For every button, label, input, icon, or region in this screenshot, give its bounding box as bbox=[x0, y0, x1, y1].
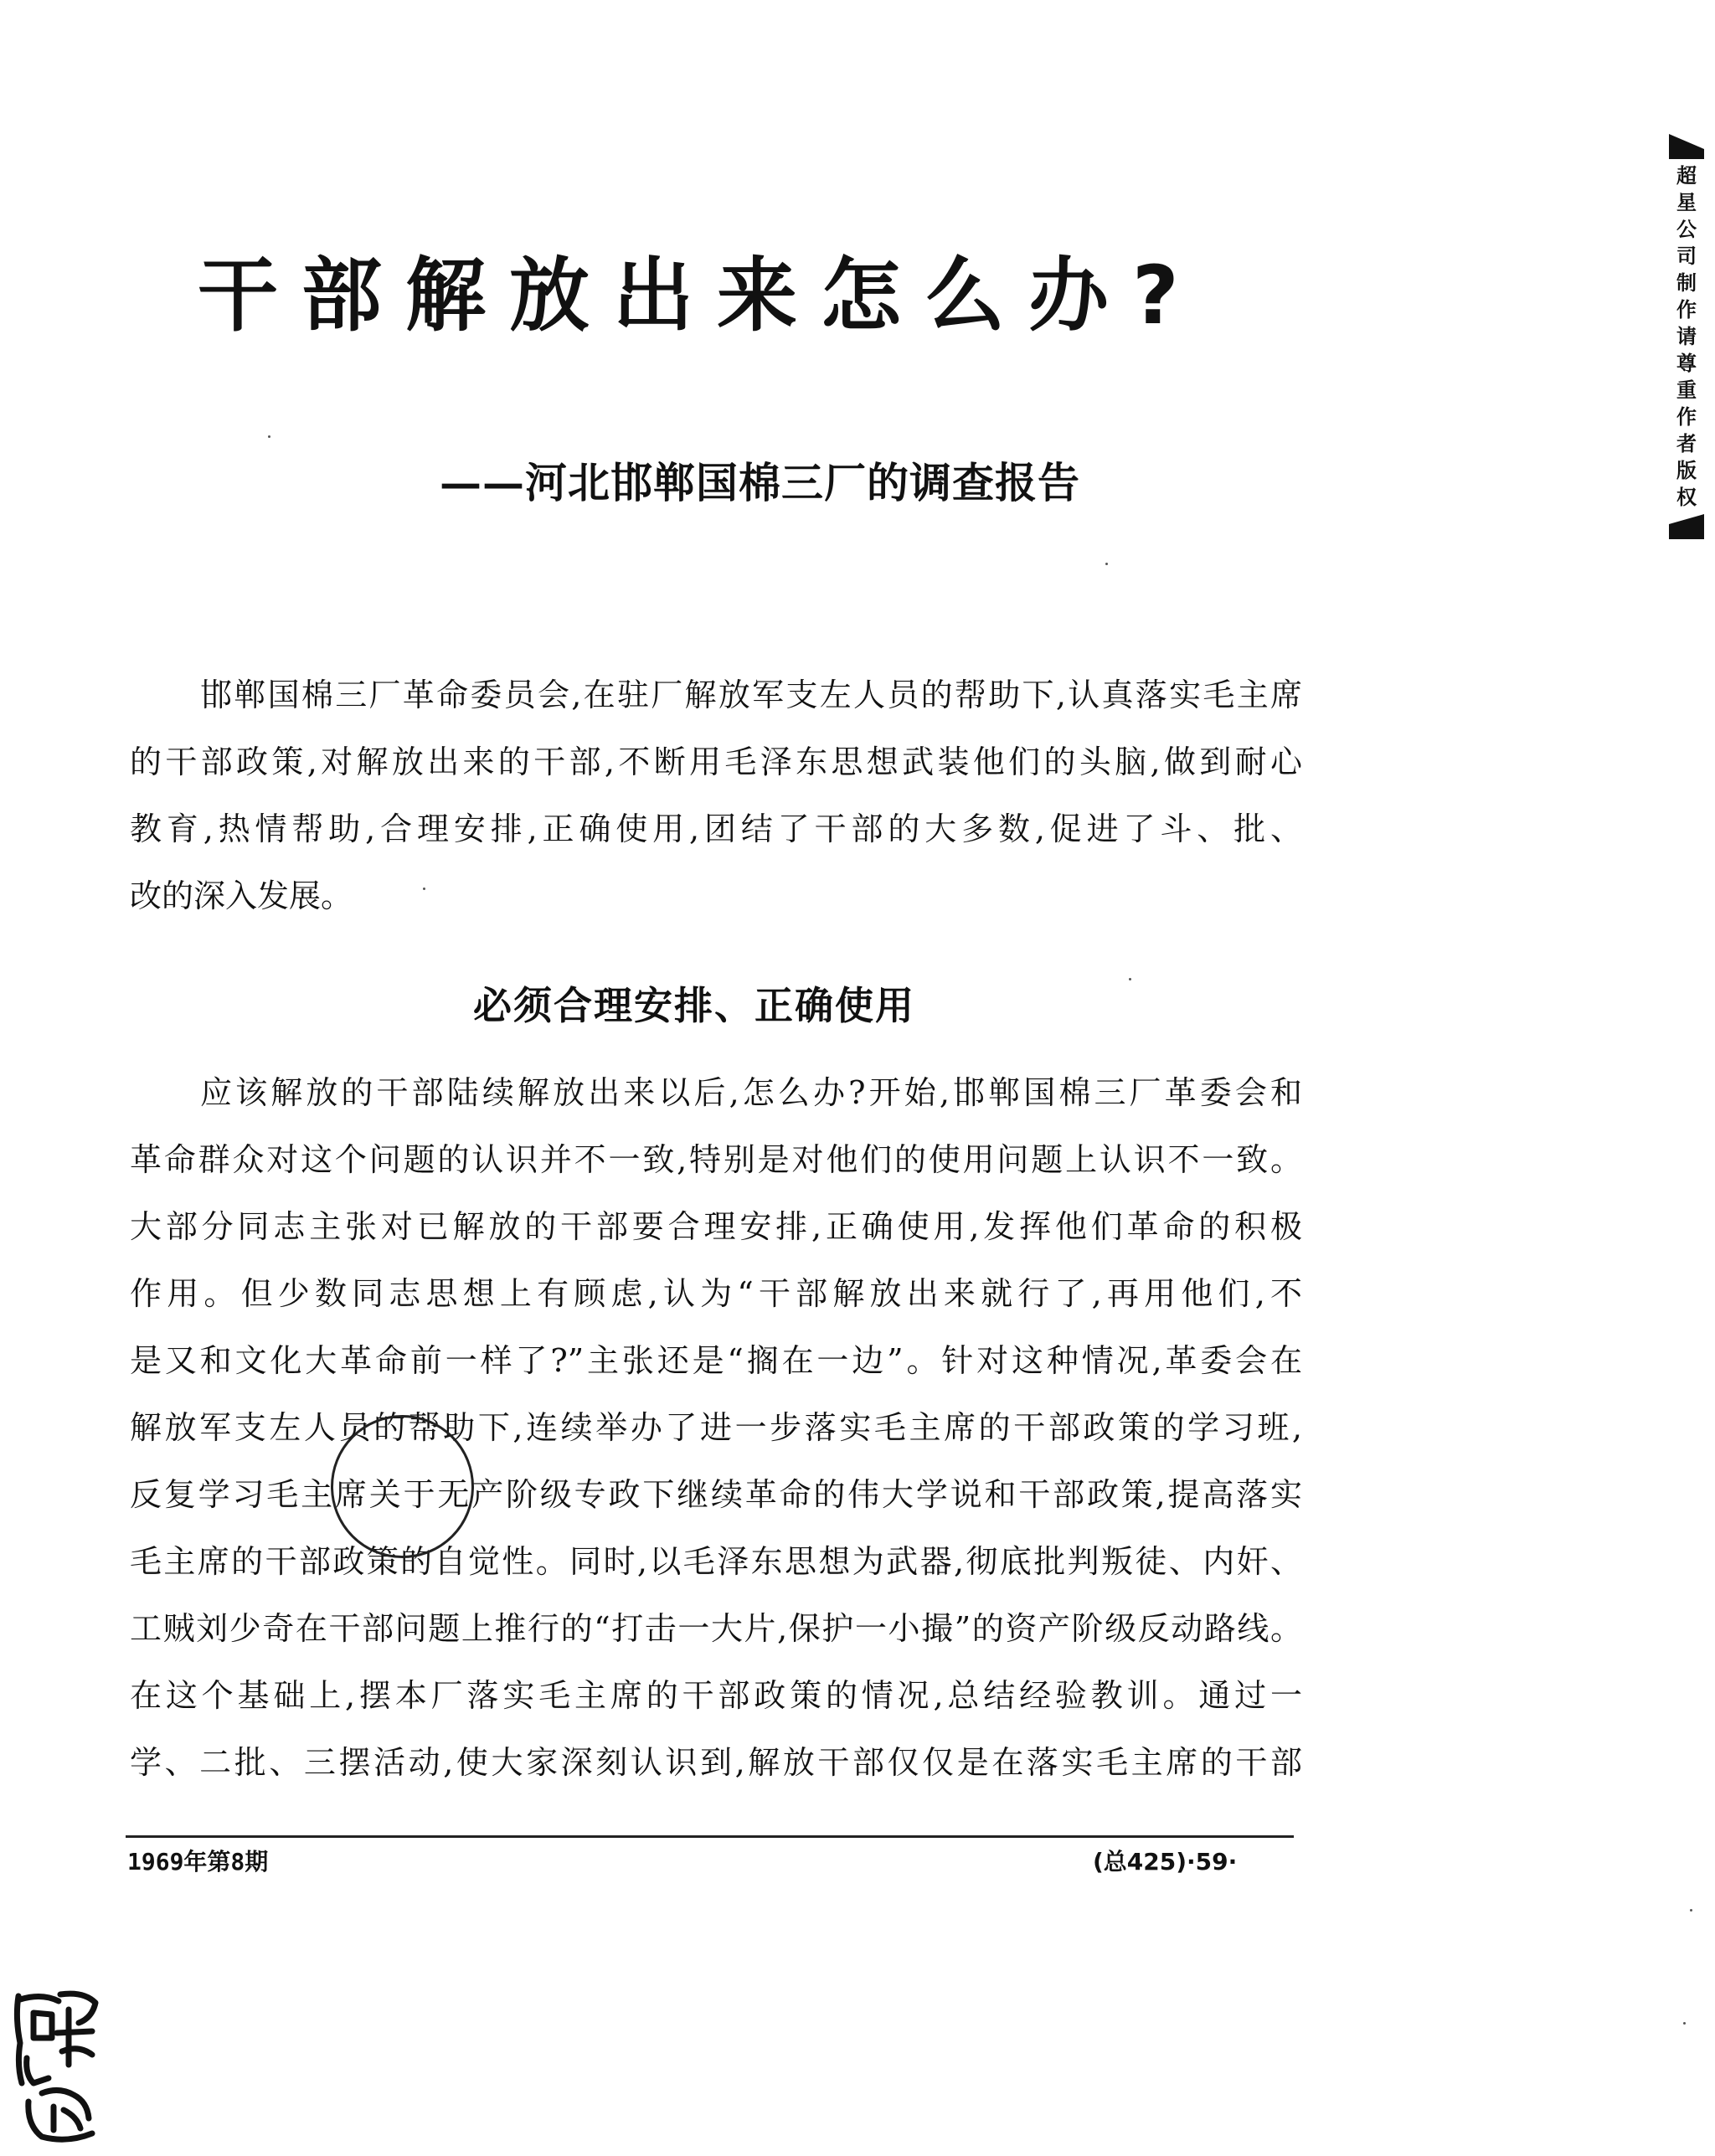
text-line: 应该解放的干部陆续解放出来以后,怎么办?开始,邯郸国棉三厂革委会和 bbox=[200, 1074, 1302, 1111]
text-line: 邯郸国棉三厂革命委员会,在驻厂解放军支左人员的帮助下,认真落实毛主席 bbox=[200, 677, 1302, 713]
scan-speck bbox=[1690, 1909, 1692, 1912]
stamp-char: 尊 bbox=[1676, 352, 1697, 375]
stamp-char: 重 bbox=[1676, 378, 1697, 402]
library-seal-icon bbox=[8, 1984, 105, 2148]
stamp-text bbox=[1666, 162, 1707, 511]
stamp-char: 者 bbox=[1676, 432, 1697, 455]
scan-speck bbox=[1129, 978, 1131, 980]
stamp-char: 权 bbox=[1676, 486, 1697, 509]
intro-paragraph bbox=[130, 661, 1302, 929]
scan-speck bbox=[1105, 563, 1108, 565]
text-line: 学、二批、三摆活动,使大家深刻认识到,解放干部仅仅是在落实毛主席的干部 bbox=[130, 1744, 1302, 1781]
text-line: 在这个基础上,摆本厂落实毛主席的干部政策的情况,总结经验教训。通过一 bbox=[130, 1677, 1302, 1714]
stamp-char: 请 bbox=[1676, 325, 1697, 348]
text-line: 工贼刘少奇在干部问题上推行的“打击一大片,保护一小撮”的资产阶级反动路线。 bbox=[130, 1610, 1302, 1647]
stamp-char: 作 bbox=[1676, 405, 1697, 429]
text-line: 解放军支左人员的帮助下,连续举办了进一步落实毛主席的干部政策的学习班, bbox=[130, 1409, 1302, 1446]
text-line: 作用。但少数同志思想上有顾虑,认为“干部解放出来就行了,再用他们,不 bbox=[130, 1275, 1302, 1312]
section-heading: 必须合理安排、正确使用 bbox=[473, 983, 915, 1028]
footer-rule bbox=[126, 1835, 1294, 1838]
text-line: 改的深入发展。 bbox=[130, 877, 353, 914]
copyright-side-stamp bbox=[1666, 134, 1707, 539]
stamp-char: 版 bbox=[1676, 459, 1697, 482]
stamp-char: 星 bbox=[1676, 191, 1697, 214]
text-line: 大部分同志主张对已解放的干部要合理安排,正确使用,发挥他们革命的积极 bbox=[130, 1208, 1302, 1245]
text-line: 的干部政策,对解放出来的干部,不断用毛泽东思想武装他们的头脑,做到耐心 bbox=[130, 744, 1302, 780]
stamp-char: 作 bbox=[1676, 298, 1697, 322]
stamp-char: 超 bbox=[1676, 164, 1697, 188]
article-subtitle: ——河北邯郸国棉三厂的调查报告 bbox=[440, 458, 1080, 507]
scan-speck bbox=[268, 435, 270, 438]
text-line: 教育,热情帮助,合理安排,正确使用,团结了干部的大多数,促进了斗、批、 bbox=[130, 810, 1302, 847]
issue-label: 1969年第8期 bbox=[127, 1848, 269, 1876]
text-line: 是又和文化大革命前一样了?”主张还是“搁在一边”。针对这种情况,革委会在 bbox=[130, 1342, 1302, 1379]
stamp-char: 司 bbox=[1676, 244, 1697, 268]
stamp-bar-bottom bbox=[1669, 514, 1704, 539]
section-paragraph bbox=[130, 1059, 1302, 1796]
text-line: 革命群众对这个问题的认识并不一致,特别是对他们的使用问题上认识不一致。 bbox=[130, 1141, 1302, 1178]
stamp-char: 制 bbox=[1676, 271, 1697, 295]
scan-speck bbox=[423, 888, 425, 890]
stamp-char: 公 bbox=[1676, 218, 1697, 241]
handwritten-circle-mark bbox=[331, 1415, 474, 1558]
text-line: 毛主席的干部政策的自觉性。同时,以毛泽东思想为武器,彻底批判叛徒、内奸、 bbox=[130, 1543, 1302, 1580]
page-number: (总425)·59· bbox=[1093, 1848, 1238, 1876]
text-line: 反复学习毛主席关于无产阶级专政下继续革命的伟大学说和干部政策,提高落实 bbox=[130, 1476, 1302, 1513]
stamp-bar-top bbox=[1669, 134, 1704, 159]
article-title: 干部解放出来怎么办? bbox=[198, 249, 1203, 342]
scan-speck bbox=[1683, 2022, 1686, 2025]
